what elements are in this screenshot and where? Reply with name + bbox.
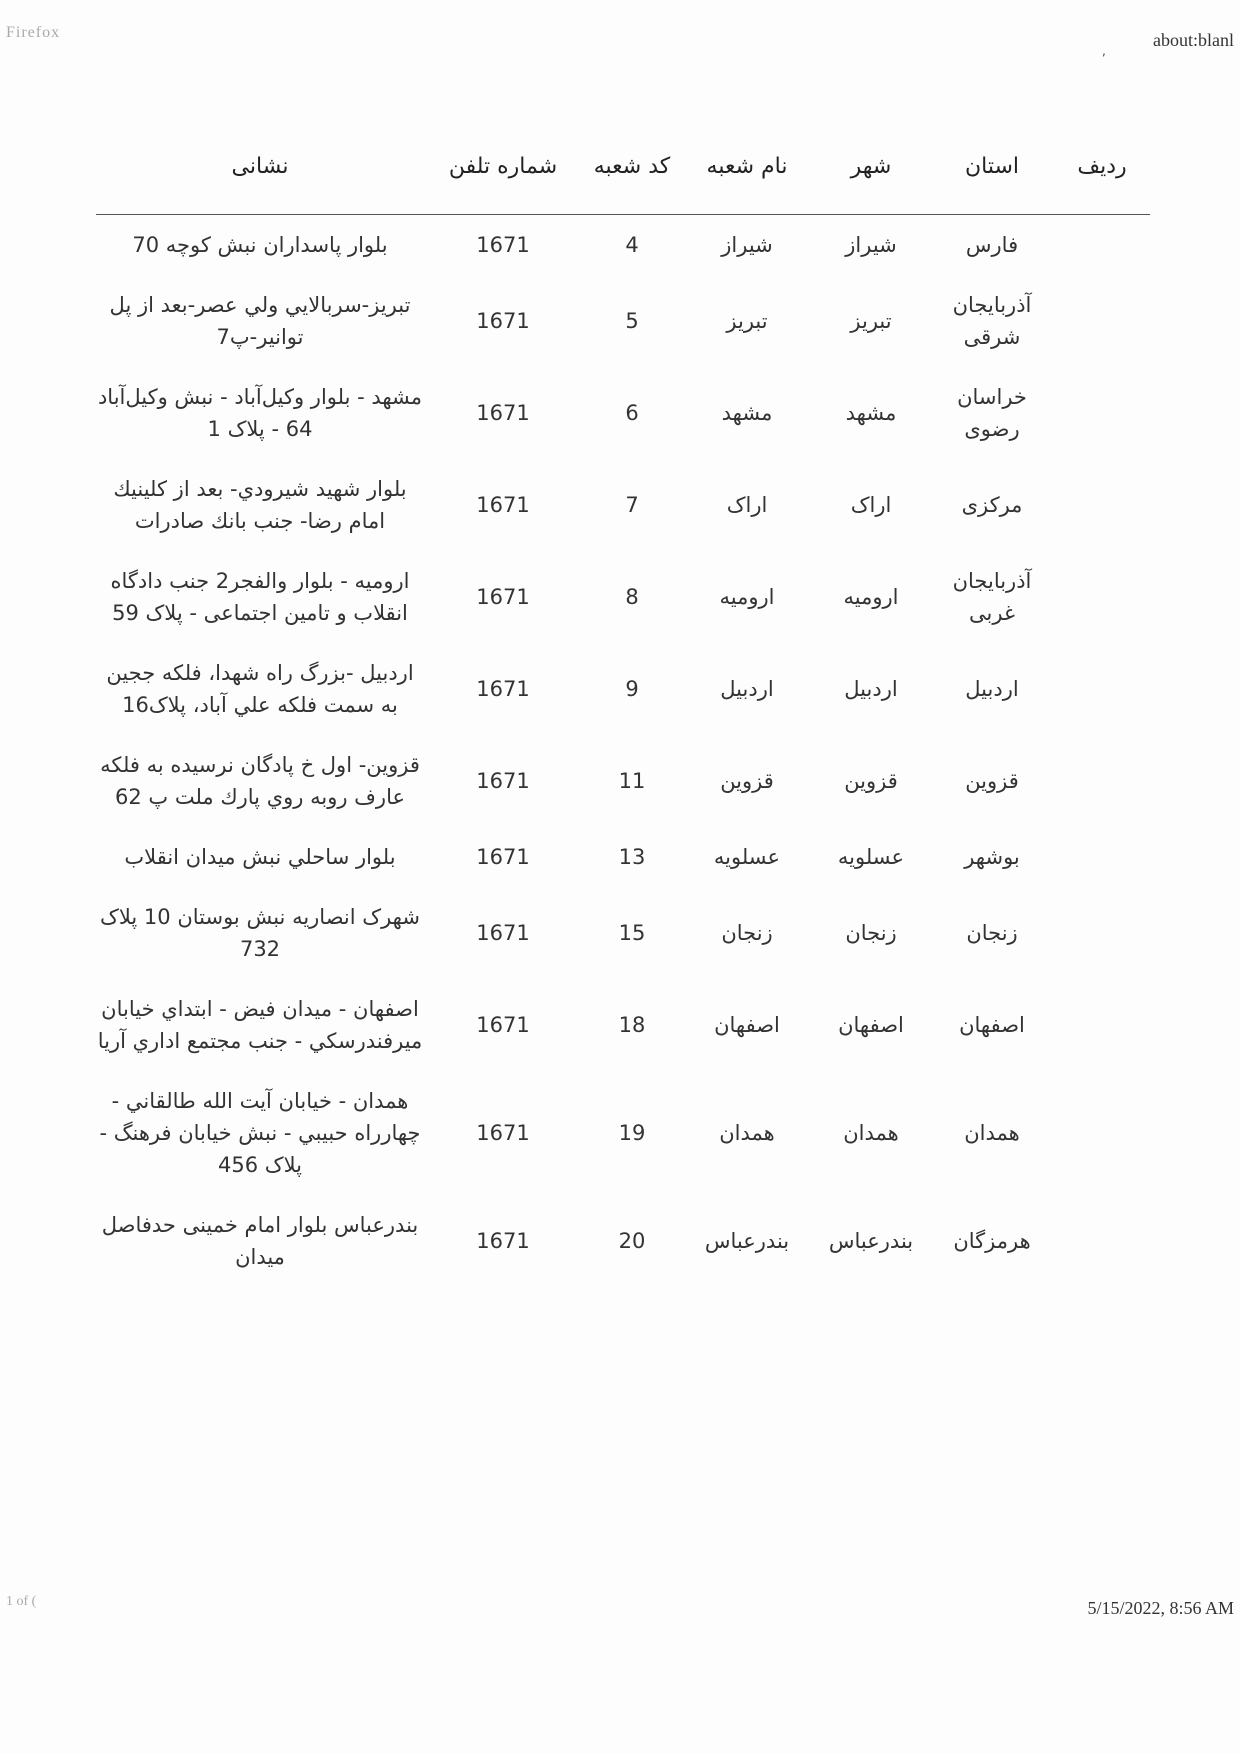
cell-address: قزوین- اول خ پادگان نرسيده به فلكه عارف روبه روي پارك ملت پ 62 <box>100 753 420 809</box>
cell-address: اردبیل -بزرگ راه شهدا، فلکه ججین به سمت فلکه علي آباد، پلاک16 <box>106 661 414 717</box>
cell-row-number <box>1054 275 1150 367</box>
cell-branch-code: 9 <box>625 677 639 701</box>
cell-branch-code: 13 <box>618 845 646 869</box>
cell-phone: 1671 <box>476 845 530 869</box>
cell-branch-code: 20 <box>618 1229 646 1253</box>
cell-address: بلوار پاسداران نبش کوچه 70 <box>132 233 388 257</box>
cell-address: شهرک انصاریه نبش بوستان 10 پلاک 732 <box>100 905 420 961</box>
col-header-row-number: ردیف <box>1054 120 1150 215</box>
table-row <box>96 1195 1150 1287</box>
table-row <box>96 551 1150 643</box>
cell-address: تبریز-سربالایي ولي عصر-بعد از پل توانیر-پ7 <box>109 293 411 349</box>
cell-row-number <box>1054 459 1150 551</box>
cell-phone: 1671 <box>476 1229 530 1253</box>
cell-row-number <box>1054 643 1150 735</box>
col-header-phone: شماره تلفن <box>424 120 582 215</box>
cell-row-number <box>1054 1071 1150 1195</box>
cell-address: مشهد - بلوار وکیل‌آباد - نبش وکیل‌آباد 64 - پلاک 1 <box>97 385 423 441</box>
table-row <box>96 275 1150 367</box>
cell-branch-name: قزوین <box>720 769 774 793</box>
cell-branch-code: 15 <box>618 921 646 945</box>
cell-address: ارومیه - بلوار والفجر2 جنب دادگاه انقلاب و تامین اجتماعی - پلاک 59 <box>110 569 410 625</box>
cell-province: هرمزگان <box>953 1229 1031 1253</box>
cell-branch-name: زنجان <box>721 921 773 945</box>
table-row <box>96 979 1150 1071</box>
cell-province: زنجان <box>966 921 1018 945</box>
cell-province: اردبیل <box>965 677 1019 701</box>
table-row <box>96 827 1150 887</box>
cell-province: آذربایجان غربی <box>952 569 1032 625</box>
cell-branch-code: 5 <box>625 309 639 333</box>
cell-row-number <box>1054 1195 1150 1287</box>
cell-phone: 1671 <box>476 309 530 333</box>
cell-branch-code: 6 <box>625 401 639 425</box>
cell-phone: 1671 <box>476 677 530 701</box>
cell-address: اصفهان - ميدان فيض - ابتداي خيابان ميرفندرسكي - جنب مجتمع اداري آريا <box>97 997 423 1053</box>
table-row <box>96 643 1150 735</box>
table-row <box>96 215 1150 276</box>
cell-province: مرکزی <box>961 493 1023 517</box>
cell-branch-name: همدان <box>719 1121 775 1145</box>
cell-city: اردبیل <box>844 677 898 701</box>
table-row <box>96 735 1150 827</box>
cell-branch-code: 7 <box>625 493 639 517</box>
cell-branch-name: مشهد <box>721 401 773 425</box>
cell-branch-name: عسلویه <box>713 845 781 869</box>
cell-city: عسلویه <box>837 845 905 869</box>
cell-branch-name: اراک <box>726 493 768 517</box>
cell-branch-code: 8 <box>625 585 639 609</box>
branches-table <box>96 120 1150 1287</box>
table-header-row <box>96 120 1150 215</box>
cell-city: بندرعباس <box>828 1229 914 1253</box>
cell-branch-code: 11 <box>618 769 646 793</box>
cell-city: همدان <box>843 1121 899 1145</box>
cell-province: قزوین <box>965 769 1019 793</box>
cell-branch-name: اصفهان <box>714 1013 780 1037</box>
cell-province: بوشهر <box>964 845 1020 869</box>
cell-row-number <box>1054 367 1150 459</box>
col-header-address: نشانی <box>96 120 424 215</box>
table-row <box>96 887 1150 979</box>
cell-city: قزوین <box>844 769 898 793</box>
col-header-branch-name: نام شعبه <box>682 120 812 215</box>
col-header-city: شهر <box>812 120 930 215</box>
cell-phone: 1671 <box>476 1121 530 1145</box>
cell-city: تبریز <box>850 309 892 333</box>
cell-province: آذربایجان شرقی <box>952 293 1032 349</box>
print-datetime: 5/15/2022, 8:56 AM <box>1087 1598 1234 1618</box>
cell-phone: 1671 <box>476 233 530 257</box>
cell-city: شیراز <box>845 233 897 257</box>
header-mark: , <box>1102 44 1106 58</box>
cell-city: اصفهان <box>838 1013 904 1037</box>
cell-branch-name: ارومیه <box>719 585 775 609</box>
cell-city: مشهد <box>845 401 897 425</box>
cell-province: فارس <box>965 233 1019 257</box>
cell-city: زنجان <box>845 921 897 945</box>
table-row <box>96 1071 1150 1195</box>
browser-name: Firefox <box>6 24 61 41</box>
cell-branch-name: شیراز <box>721 233 773 257</box>
cell-row-number <box>1054 979 1150 1071</box>
cell-address: بلوار شهيد شيرودي- بعد از كلينيك امام رضا- جنب بانك صادرات <box>113 477 407 533</box>
table-row <box>96 459 1150 551</box>
cell-branch-name: بندرعباس <box>704 1229 790 1253</box>
cell-address: همدان - خیابان آیت الله طالقاني - چهارراه حبیبي - نبش خیابان فرهنگ - پلاک 456 <box>99 1089 421 1177</box>
cell-province: خراسان رضوی <box>957 385 1027 441</box>
cell-address: بندرعباس بلوار امام خمینی حدفاصل میدان <box>101 1213 419 1269</box>
cell-phone: 1671 <box>476 769 530 793</box>
page-counter: 1 of ( <box>6 1594 37 1609</box>
cell-province: اصفهان <box>959 1013 1025 1037</box>
col-header-branch-code: کد شعبه <box>582 120 682 215</box>
cell-phone: 1671 <box>476 585 530 609</box>
cell-phone: 1671 <box>476 401 530 425</box>
cell-branch-name: تبریز <box>726 309 768 333</box>
cell-row-number <box>1054 551 1150 643</box>
cell-city: ارومیه <box>843 585 899 609</box>
cell-branch-code: 18 <box>618 1013 646 1037</box>
cell-branch-name: اردبیل <box>720 677 774 701</box>
cell-branch-code: 19 <box>618 1121 646 1145</box>
cell-row-number <box>1054 827 1150 887</box>
table-row <box>96 367 1150 459</box>
col-header-province: استان <box>930 120 1054 215</box>
cell-row-number <box>1054 887 1150 979</box>
cell-phone: 1671 <box>476 1013 530 1037</box>
cell-province: همدان <box>964 1121 1020 1145</box>
cell-phone: 1671 <box>476 493 530 517</box>
cell-city: اراک <box>850 493 892 517</box>
cell-address: بلوار ساحلي نبش میدان انقلاب <box>124 845 396 869</box>
cell-phone: 1671 <box>476 921 530 945</box>
cell-row-number <box>1054 215 1150 276</box>
cell-branch-code: 4 <box>625 233 639 257</box>
page-url: about:blanl <box>1153 30 1234 50</box>
cell-row-number <box>1054 735 1150 827</box>
